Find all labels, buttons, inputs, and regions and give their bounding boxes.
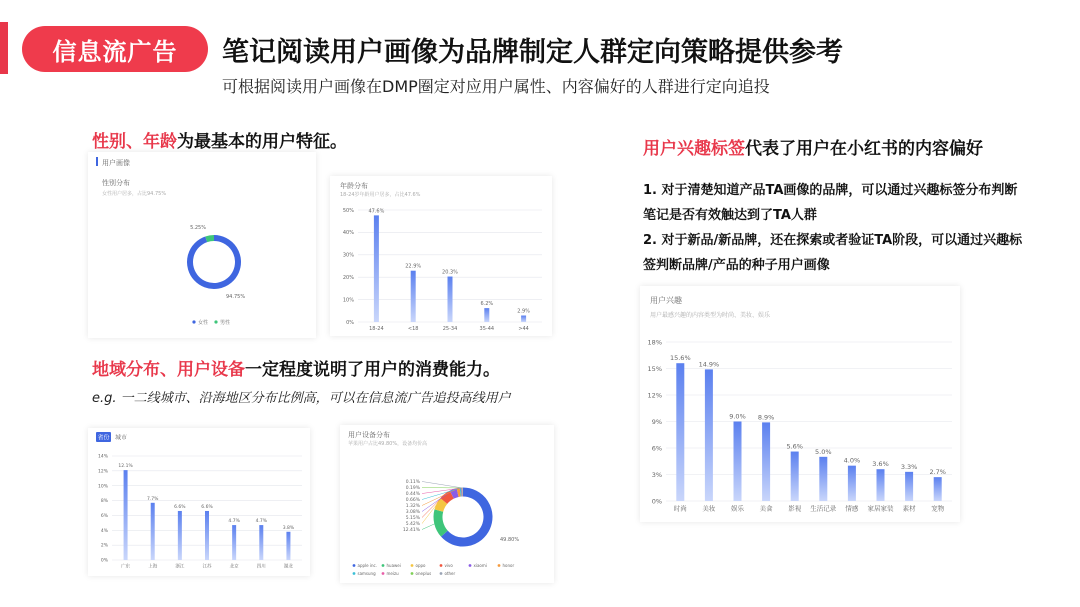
y-tick-label: 6% <box>100 514 108 520</box>
heading-highlight: 性别、年龄 <box>92 132 177 152</box>
x-tick-label: 35-44 <box>479 326 495 332</box>
data-label: 2.9% <box>517 308 530 315</box>
device-card <box>340 425 554 583</box>
bar-<18[interactable] <box>411 271 416 322</box>
x-tick-label: 生活记录 <box>810 504 837 513</box>
page-subtitle: 可根据阅读用户画像在DMP圈定对应用户属性、内容偏好的人群进行定向追投 <box>222 77 770 96</box>
slice-男性[interactable] <box>206 238 214 239</box>
legend-marker <box>469 564 472 567</box>
slice-label: 5.42% <box>405 522 420 527</box>
y-tick-label: 0% <box>651 497 662 506</box>
bar->44[interactable] <box>521 316 526 322</box>
slice-女性[interactable] <box>190 238 238 286</box>
gender-chart <box>88 152 316 338</box>
data-label: 3.3% <box>900 462 918 471</box>
explanation-point-2: 2. 对于新品/新品牌，还在探索或者验证TA阶段，可以通过兴趣标签判断品牌/产品的种子用户画像 <box>643 233 1023 273</box>
data-label: 20.3% <box>442 269 458 276</box>
x-tick-label: 时尚 <box>673 504 687 513</box>
heading-highlight: 地域分布、用户设备 <box>92 360 245 380</box>
bar-35-44[interactable] <box>484 308 489 322</box>
legend-label: 男性 <box>220 320 231 326</box>
bar-北京[interactable] <box>232 525 236 560</box>
interest-chart-title: 用户兴趣 <box>650 296 682 305</box>
heading-text: 为最基本的用户特征。 <box>177 132 347 152</box>
y-tick-label: 0% <box>100 558 108 564</box>
legend-marker <box>353 572 356 575</box>
device-chart-subtitle: 苹果用户占比49.80%，设备均价高 <box>348 441 428 447</box>
bar-四川[interactable] <box>259 525 263 560</box>
heading-text: 代表了用户在小红书的内容偏好 <box>745 139 983 159</box>
legend-marker <box>440 564 443 567</box>
province-chart <box>88 428 310 576</box>
device-chart-title: 用户设备分布 <box>348 431 390 439</box>
x-tick-label: 美妆 <box>702 504 716 513</box>
interest-explanation <box>643 178 1023 278</box>
region-device-heading <box>92 355 500 380</box>
bar-广东[interactable] <box>124 470 128 560</box>
legend-marker <box>214 320 217 323</box>
bar-娱乐[interactable] <box>734 422 742 502</box>
data-label: 8.9% <box>757 413 775 422</box>
slice-label: 12.41% <box>402 528 420 533</box>
y-tick-label: 20% <box>342 274 354 281</box>
slice-label: 49.80% <box>500 537 520 543</box>
x-tick-label: 素材 <box>902 504 916 513</box>
legend-marker <box>382 572 385 575</box>
data-label: 6.2% <box>480 301 494 308</box>
data-label: 12.1% <box>118 464 133 470</box>
x-tick-label: 上海 <box>148 564 158 570</box>
gender-chart-title: 性别分布 <box>102 179 130 187</box>
slice-label: 0.19% <box>405 486 420 491</box>
y-tick-label: 4% <box>100 528 108 534</box>
y-tick-label: 10% <box>97 484 108 490</box>
bar-影视[interactable] <box>791 452 799 501</box>
y-tick-label: 18% <box>647 338 662 347</box>
x-tick-label: 25-34 <box>442 326 458 332</box>
slice-label: 1.32% <box>405 504 420 509</box>
y-tick-label: 14% <box>97 454 108 460</box>
y-tick-label: 30% <box>342 252 354 259</box>
tab-city[interactable]: 城市 <box>115 434 128 442</box>
legend-marker <box>353 564 356 567</box>
y-tick-label: 10% <box>342 297 354 304</box>
data-label: 5.0% <box>815 447 832 456</box>
x-tick-label: 影视 <box>788 504 802 513</box>
gender-age-heading <box>92 127 347 152</box>
interest-chart-subtitle: 用户最感兴趣的内容类型为时尚、美妆、娱乐 <box>650 312 771 319</box>
leader-line <box>422 488 463 489</box>
age-chart <box>330 176 552 336</box>
x-tick-label: <18 <box>407 326 419 332</box>
gender-card <box>88 152 316 338</box>
bar-生活记录[interactable] <box>819 457 827 501</box>
bar-宠物[interactable] <box>934 477 942 501</box>
legend-label: huawei <box>386 563 401 568</box>
legend-label: apple inc. <box>357 563 377 568</box>
data-label: 3.6% <box>872 460 889 469</box>
section-badge: 信息流广告 <box>22 26 208 72</box>
bar-湖北[interactable] <box>286 532 290 560</box>
y-tick-label: 6% <box>651 444 662 453</box>
legend-marker <box>498 564 501 567</box>
leader-line <box>422 524 435 530</box>
example-note: e.g. 一二线城市、沿海地区分布比例高，可以在信息流广告追投高线用户 <box>92 391 511 406</box>
bar-浙江[interactable] <box>178 511 182 560</box>
x-tick-label: 家居家装 <box>867 504 894 513</box>
age-chart-title: 年龄分布 <box>340 182 368 190</box>
legend-label: oppo <box>415 563 426 568</box>
x-tick-label: 四川 <box>256 564 266 570</box>
x-tick-label: 江苏 <box>202 564 212 570</box>
y-tick-label: 40% <box>342 230 354 237</box>
x-tick-label: 宠物 <box>931 504 945 513</box>
legend-marker <box>192 320 195 323</box>
card-label: 用户画像 <box>102 159 130 167</box>
page-title: 笔记阅读用户画像为品牌制定人群定向策略提供参考 <box>222 37 843 68</box>
interest-chart <box>640 286 960 522</box>
gender-chart-subtitle: 女性用户居多，占比94.75% <box>102 191 167 197</box>
y-tick-label: 2% <box>100 543 108 549</box>
x-tick-label: >44 <box>518 326 529 332</box>
data-label: 15.6% <box>669 354 691 363</box>
heading-highlight: 用户兴趣标签 <box>643 139 745 159</box>
tab-province-label: 省份 <box>97 434 110 442</box>
slice-huawei[interactable] <box>438 511 444 534</box>
bar-时尚[interactable] <box>676 363 684 501</box>
legend-marker <box>411 572 414 575</box>
bar-上海[interactable] <box>151 503 155 560</box>
explanation-point-1: 1. 对于清楚知道产品TA画像的品牌，可以通过兴趣标签分布判断笔记是否有效触达到了TA人群 <box>643 183 1018 223</box>
legend-label: xiaomi <box>473 563 487 568</box>
legend-label: meizu <box>386 571 399 576</box>
y-tick-label: 50% <box>342 207 354 214</box>
data-label: 22.9% <box>405 263 422 270</box>
legend-label: other <box>444 571 456 576</box>
y-tick-label: 9% <box>651 417 662 426</box>
legend-label: 女性 <box>198 320 209 326</box>
data-label: 7.7% <box>146 496 159 502</box>
bar-美食[interactable] <box>762 422 770 501</box>
slice-label: 5.25% <box>190 225 206 231</box>
data-label: 47.6% <box>368 208 385 215</box>
interest-heading <box>643 134 983 159</box>
province-card <box>88 428 310 576</box>
data-label: 3.8% <box>282 525 295 531</box>
x-tick-label: 浙江 <box>175 564 185 570</box>
interest-card <box>640 286 960 522</box>
y-tick-label: 12% <box>647 391 662 400</box>
slice-label: 0.44% <box>405 492 420 497</box>
y-tick-label: 3% <box>651 470 662 479</box>
x-tick-label: 情感 <box>845 504 859 513</box>
legend-label: vivo <box>444 563 453 568</box>
bar-情感[interactable] <box>848 466 856 501</box>
age-chart-subtitle: 18-24岁年龄用户居多，占比47.6% <box>340 192 421 198</box>
data-label: 2.7% <box>929 468 946 477</box>
slice-oppo[interactable] <box>439 501 444 511</box>
device-chart <box>340 425 554 583</box>
heading-text: 一定程度说明了用户的消费能力。 <box>245 360 500 380</box>
x-tick-label: 广东 <box>121 564 131 570</box>
age-card <box>330 176 552 336</box>
data-label: 5.6% <box>786 442 803 451</box>
accent-bar <box>0 22 8 74</box>
x-tick-label: 娱乐 <box>731 504 744 513</box>
legend-label: honor <box>502 563 515 568</box>
x-tick-label: 北京 <box>229 564 239 570</box>
legend-label: samsung <box>357 571 376 576</box>
x-tick-label: 美食 <box>759 504 773 513</box>
slice-label: 0.66% <box>405 498 420 503</box>
legend-label: oneplus <box>415 571 432 576</box>
data-label: 4.0% <box>843 456 861 465</box>
leader-line <box>422 482 463 489</box>
y-tick-label: 15% <box>647 364 662 373</box>
x-tick-label: 湖北 <box>283 564 293 570</box>
data-label: 14.9% <box>698 360 720 369</box>
legend-marker <box>411 564 414 567</box>
y-tick-label: 12% <box>97 469 108 475</box>
data-label: 6.6% <box>201 504 213 510</box>
slice-label: 94.75% <box>226 294 246 300</box>
y-tick-label: 0% <box>346 319 354 326</box>
bar-家居家装[interactable] <box>877 469 885 501</box>
data-label: 4.7% <box>228 519 240 525</box>
legend-marker <box>382 564 385 567</box>
bar-江苏[interactable] <box>205 511 209 560</box>
bar-美妆[interactable] <box>705 369 713 501</box>
bar-18-24[interactable] <box>374 215 379 322</box>
label-marker <box>96 157 98 166</box>
data-label: 4.7% <box>255 519 268 525</box>
legend-marker <box>440 572 443 575</box>
x-tick-label: 18-24 <box>369 326 384 332</box>
slice-label: 5.15% <box>405 516 420 521</box>
data-label: 6.6% <box>174 504 186 510</box>
bar-25-34[interactable] <box>448 277 453 322</box>
y-tick-label: 8% <box>100 499 108 505</box>
data-label: 9.0% <box>729 412 746 421</box>
slice-xiaomi[interactable] <box>452 493 458 495</box>
bar-素材[interactable] <box>905 472 913 501</box>
slice-label: 3.08% <box>405 510 420 515</box>
slice-label: 0.11% <box>405 480 420 485</box>
